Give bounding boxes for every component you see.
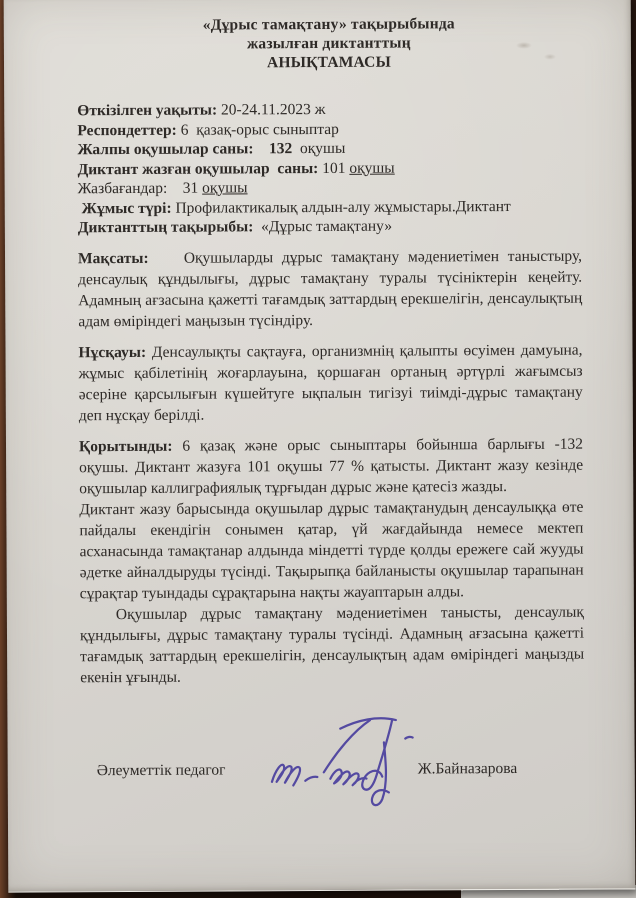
title-line-1: «Дұрыс тамақтану» тақырыбында xyxy=(202,15,455,34)
paragraph-conclusion-continued: Диктант жазу барысында оқушылар дұрыс тамақтанудың денсаулыққа өте пайдалы екендігін сонымен қатар, үй жағдайында немесе мектеп асханасында тамақтанар алдында міндетті түрде қолды ережеге сай жууды әдетке айналдыруды түсінді. Тақырыпқа байланысты оқушылар тарапынан сұрақтар туындады сұрақтарына нақты жауаптарын алды. xyxy=(79,498,584,602)
document-content xyxy=(4,0,635,834)
document-title xyxy=(77,14,581,74)
paragraph-goal: Мақсаты: Оқушыларды дұрыс тамақтану мәдениетімен таныстыру, денсаулық құндылығы, дұрыс тамақтану туралы түсініктерін кеңейту. Адамның ағзасына қажетті тағамдық заттардың ерекшелігін, денсаулықтың адам өміріндегі маңызын түсіндіру. xyxy=(77,247,583,330)
signer-name: Ж.Байназарова xyxy=(417,759,518,777)
title-line-3: АНЫҚТАМАСЫ xyxy=(266,53,392,72)
paragraph-instruction: Нұсқауы: Денсаулықты сақтауға, организмнің қалыпты өсуімен дамуына, жұмыс қабілетінің жоғарлауына, қоршаған ортаның әртүрлі жағымсыз әсеріне қарсылығын күшейтуге ықпалын тигізуі тиімді-дұрыс тамақтану деп нұсқау берілді. xyxy=(78,341,583,424)
field-total-students: Жалпы оқушылар саны: 132 оқушы xyxy=(77,139,346,159)
field-dictation-topic: Диктанттың тақырыбы: «Дұрыс тамақтану» xyxy=(77,217,393,237)
field-conducted-date: Өткізілген уақыты: 20-24.11.2023 ж xyxy=(77,100,326,120)
field-respondents: Респондеттер: 6 қазақ-орыс сыныптар xyxy=(77,120,339,139)
paragraph-conclusion: Қорытынды: 6 қазақ және орыс сыныптары бойынша барлығы -132 оқушы. Диктант жазуға 101 оқушы 77 % қатысты. Диктант жазу кезінде оқушылар каллиграфиялық тұрғыдан дұрыс және қатесіз жазды. xyxy=(78,435,584,497)
meta-fields xyxy=(77,99,582,238)
field-wrote-dictation: Диктант жазған оқушылар саны: 101 оқушы xyxy=(77,159,395,178)
title-line-2: жазылған диктанттың xyxy=(246,34,411,53)
signature-block xyxy=(80,711,585,834)
field-did-not-write: Жазбағандар: 31 оқушы xyxy=(77,179,248,198)
handwritten-signature xyxy=(258,712,417,815)
paragraph-summary: Оқушылар дұрыс тамақтану мәдениетімен танысты, денсаулық құндылығы, дұрыс тамақтану туралы түсінді. Адамның ағзасына қажетті тағамдық заттардың ерекшелігін, денсаулықтың адам өміріндегі маңызды екенін ұғынды. xyxy=(79,603,585,686)
signer-role: Әлеуметтік педагог xyxy=(96,760,226,779)
document-page xyxy=(4,0,636,893)
field-work-type: Жұмыс түрі: Профилактикалық алдын-алу жұмыстары.Диктант xyxy=(77,197,511,217)
